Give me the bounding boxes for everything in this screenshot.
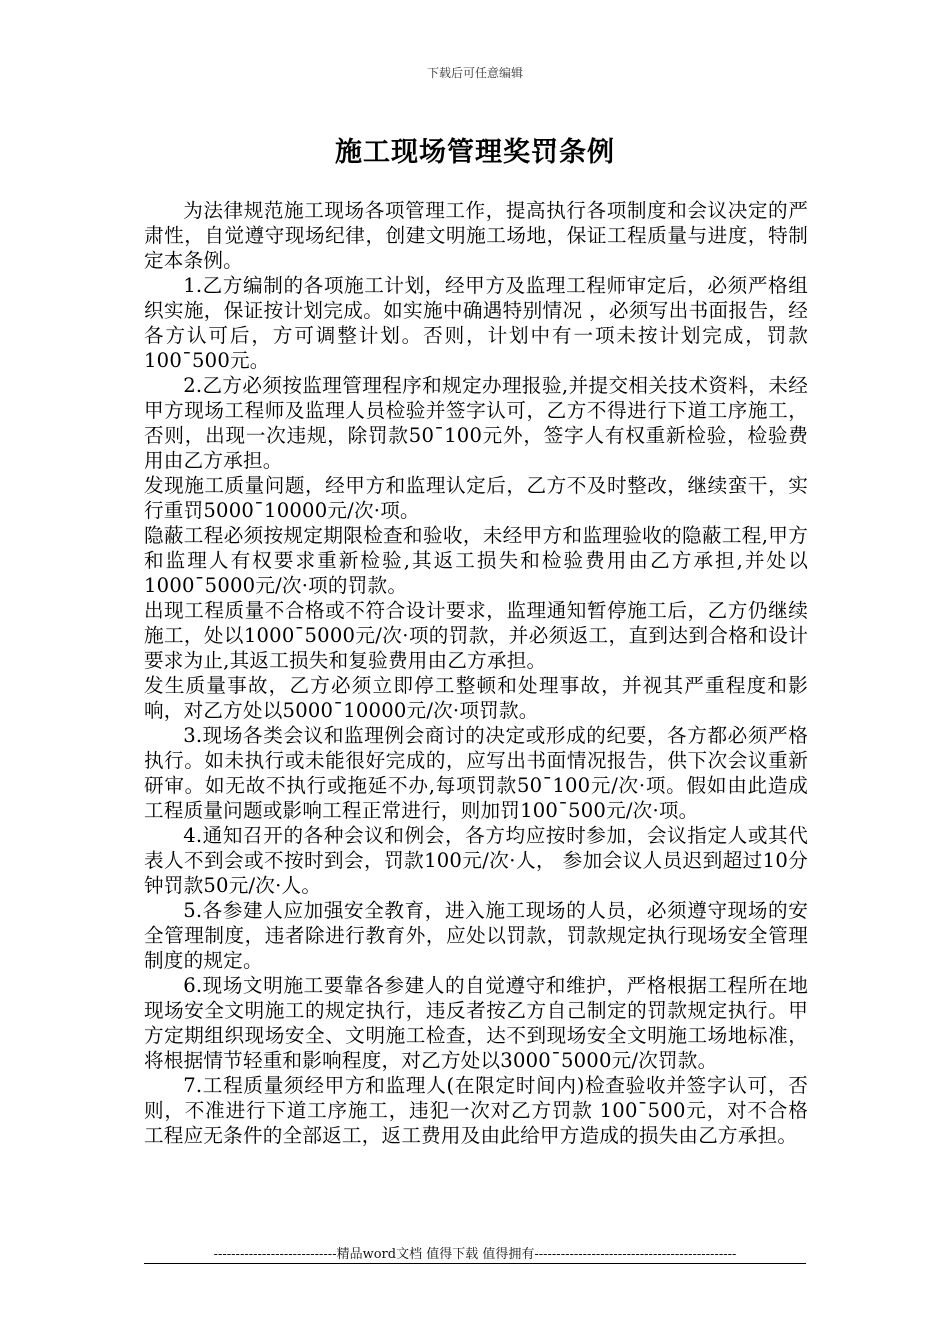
paragraph-quality-accident: 发生质量事故，乙方必须立即停工整顿和处理事故，并视其严重程度和影响，对乙方处以5000¯10000元/次·项罚款。 [144,674,808,722]
document-title: 施工现场管理奖罚条例 [335,137,615,168]
paragraph-item-4: 4.通知召开的各种会议和例会，各方均应按时参加，会议指定人或其代表人不到会或不按时到会，罚款100元/次·人， 参加会议人员迟到超过10分钟罚款50元/次·人。 [144,824,808,897]
paragraph-nonconformance: 出现工程质量不合格或不符合设计要求，监理通知暂停施工后，乙方仍继续施工，处以1000¯5000元/次·项的罚款，并必须返工，直到达到合格和设计要求为止,其返工损失和复验费用由乙方承担。 [144,599,808,672]
paragraph-item-7: 7.工程质量须经甲方和监理人(在限定时间内)检查验收并签字认可，否则，不准进行下道工序施工，违犯一次对乙方罚款 100¯500元，对不合格工程应无条件的全部返工，返工费用及由此给甲方造成的损失由乙方承担。 [144,1074,808,1147]
document-body [144,198,808,1148]
paragraph-quality-problem: 发现施工质量问题，经甲方和监理认定后，乙方不及时整改，继续蛮干，实行重罚5000¯10000元/次·项。 [144,474,808,522]
paragraph-item-1: 1.乙方编制的各项施工计划，经甲方及监理工程师审定后，必须严格组织实施，保证按计划完成。如实施中确遇特别情况 ，必须写出书面报告，经各方认可后，方可调整计划。否则，计划中有一项未按计划完成，罚款100¯500元。 [144,274,808,372]
paragraph-item-2: 2.乙方必须按监理管理程序和规定办理报验,并提交相关技术资料，未经甲方现场工程师及监理人员检验并签字认可，乙方不得进行下道工序施工，否则，出现一次违规，除罚款50¯100元外，签字人有权重新检验，检验费用由乙方承担。 [144,374,808,472]
header-note: 下载后可任意编辑 [426,66,523,80]
paragraph-item-5: 5.各参建人应加强安全教育，进入施工现场的人员，必须遵守现场的安全管理制度，违者除进行教育外，应处以罚款，罚款规定执行现场安全管理制度的规定。 [144,899,808,972]
paragraph-item-3: 3.现场各类会议和监理例会商讨的决定或形成的纪要，各方都必须严格执行。如未执行或未能很好完成的，应写出书面情况报告，供下次会议重新研审。如无故不执行或拖延不办,每项罚款50¯100元/次·项。假如由此造成工程质量问题或影响工程正常进行，则加罚100¯500元/次·项。 [144,724,808,822]
paragraph-intro: 为法律规范施工现场各项管理工作，提高执行各项制度和会议决定的严肃性，自觉遵守现场纪律，创建文明施工场地，保证工程质量与进度，特制定本条例。 [144,199,808,272]
paragraph-item-6: 6.现场文明施工要靠各参建人的自觉遵守和维护，严格根据工程所在地现场安全文明施工的规定执行，违反者按乙方自己制定的罚款规定执行。甲方定期组织现场安全、文明施工检查，达不到现场安全文明施工场地标准，将根据情节轻重和影响程度，对乙方处以3000¯5000元/次罚款。 [144,974,808,1072]
footer-divider [144,1263,806,1264]
paragraph-hidden-works: 隐蔽工程必须按规定期限检查和验收，未经甲方和监理验收的隐蔽工程,甲方和监理人有权要求重新检验,其返工损失和检验费用由乙方承担,并处以1000¯5000元/次·项的罚款。 [144,524,808,597]
footer-note: ----------------------------精品word文档 值得下载 值得拥有---------------------------------------------- [213,1247,737,1262]
